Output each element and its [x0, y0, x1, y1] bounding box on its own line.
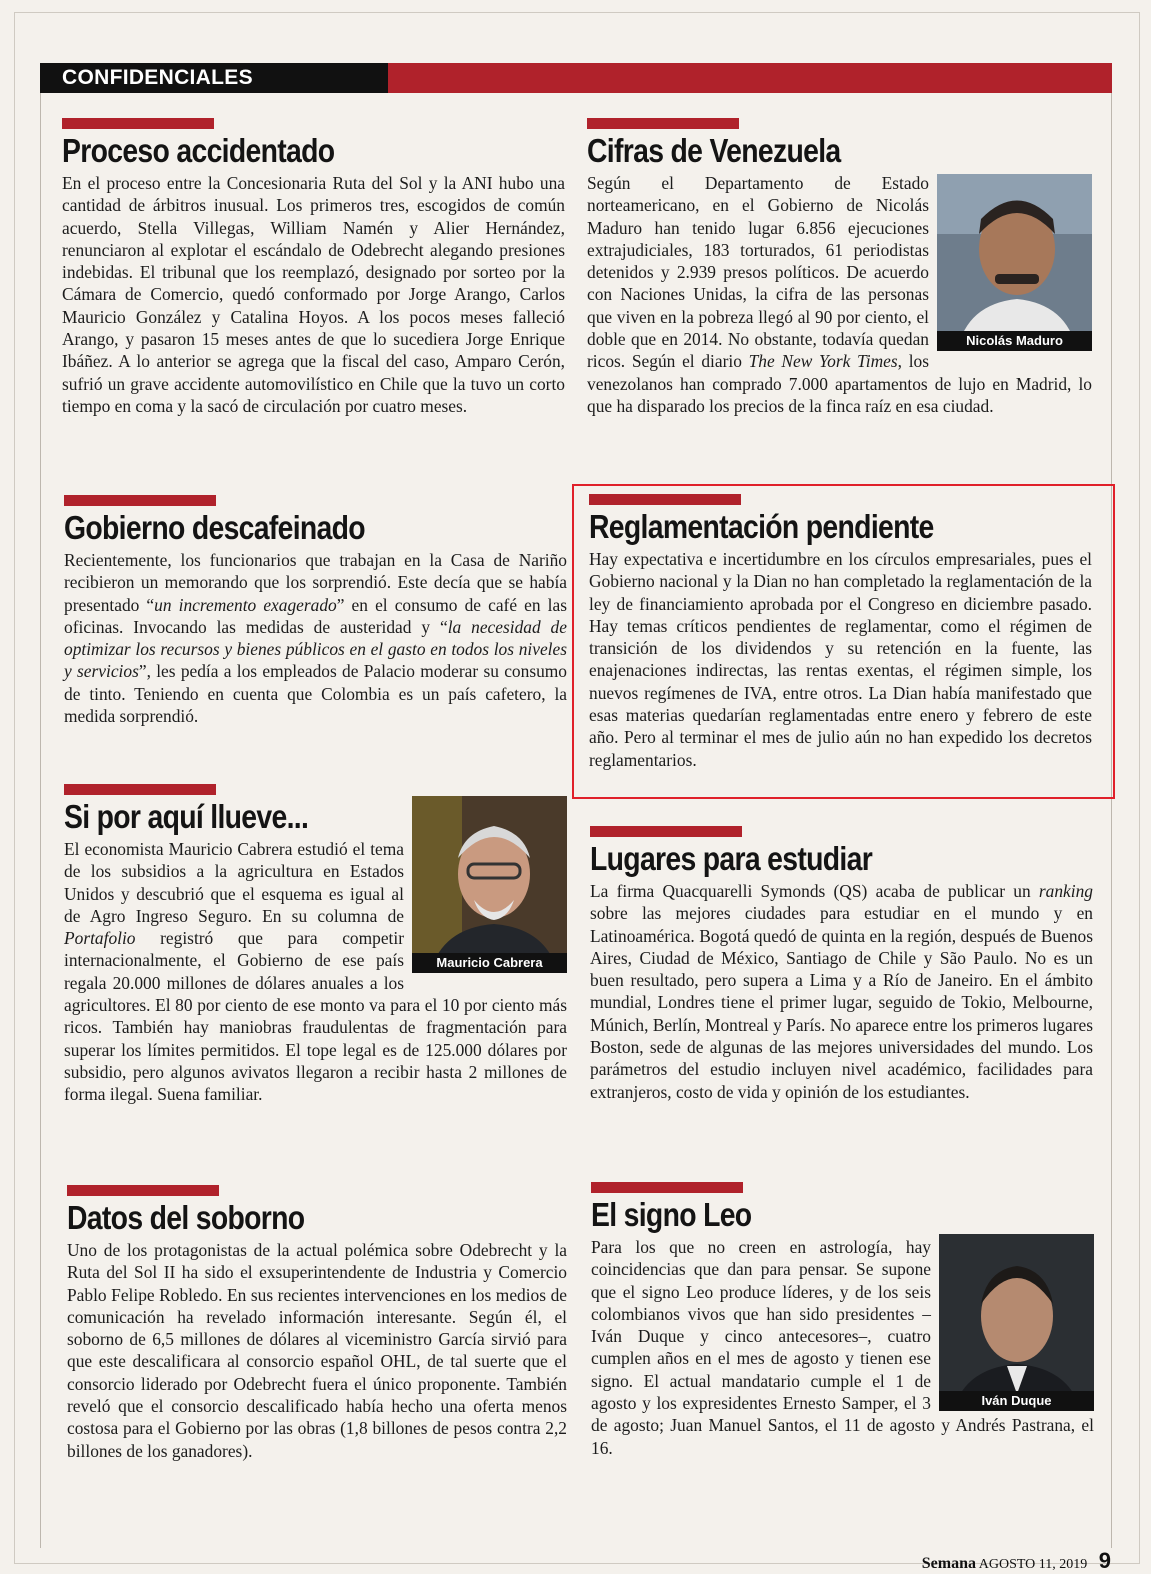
photo-caption: Nicolás Maduro [937, 331, 1092, 351]
article-leo [591, 1182, 1094, 1459]
article-proceso [62, 118, 565, 417]
issue-date: AGOSTO 11, 2019 [978, 1557, 1088, 1572]
article-body: La firma Quacquarelli Symonds (QS) acaba de publicar un ranking sobre las mejores ciudades para estudiar en el mundo y en Latinoamérica. Bogotá quedó de quinta en la región, después de Buenos Aires, Ciudad de México, Santiago de Chile y São Paulo. No es un buen resultado, pero supera a Lima y a Río de Janeiro. En el ámbito mundial, Londres tiene el primer lugar, seguido de Tokio, Melbourne, Múnich, Berlín, Montreal y París. No aparece entre los primeros lugares Boston, sede de algunas de las mejores universidades del mundo. Los parámetros del estudio incluyen nivel académico, facilidades para extranjeros, costo de vida y opinión de los estudiantes. [590, 881, 1093, 1102]
section-label: CONFIDENCIALES [40, 63, 388, 93]
article-llueve [64, 784, 567, 1106]
photo-nicolas-maduro [937, 174, 1092, 351]
portrait-icon [937, 174, 1092, 351]
article-bar [591, 1182, 743, 1193]
article-bar [587, 118, 739, 129]
article-body: Hay expectativa e incertidumbre en los círculos empresariales, pues el Gobierno nacional y la Dian no han completado la reglamentación de la ley de financiamiento aprobada por el Congreso en diciembre pasado. Hay temas críticos pendientes de reglamentar, como el régimen de transición de los dividendos y su retención en la fuente, las enajenaciones indirectas, las rentas exentas, el régimen simple, los nuevos regímenes de IVA, entre otros. La Dian había manifestado que esas materias quedarían reglamentadas entre enero y febrero de este año. Pero al terminar el mes de julio aún no han expedido los decretos reglamentarios. [589, 549, 1092, 770]
photo-caption: Iván Duque [939, 1391, 1094, 1411]
article-body: Recientemente, los funcionarios que trabajan en la Casa de Nariño recibieron un memorando que los sorprendió. Este decía que se había presentado “un incremento exagerado” en el consumo de café en las oficinas. Invocando las medidas de austeridad y “la necesidad de optimizar los recursos y bienes públicos en el gasto en todos los niveles y servicios”, les pedía a los empleados de Palacio moderar su consumo de tinto. Teniendo en cuenta que Colombia es un país cafetero, la medida sorprendió. [64, 550, 568, 727]
article-title: Cifras de Venezuela [587, 132, 841, 169]
article-bar [590, 826, 742, 837]
photo-mauricio-cabrera [412, 796, 567, 973]
article-title: Reglamentación pendiente [589, 508, 934, 545]
page-footer [922, 1548, 1111, 1574]
magazine-name: Semana [921, 1555, 976, 1572]
article-title: Gobierno descafeinado [64, 509, 365, 546]
article-body: Según el Departamento de Estado norteamericano, en el Gobierno de Nicolás Maduro han tenido lugar 6.856 ejecuciones extrajudiciales, 183 torturados, 61 periodistas detenidos y 2.939 presos políticos. De acuerdo con Naciones Unidas, la cifra de las personas que viven en la pobreza llegó al 90 por ciento, el doble que en 2014. No obstante, todavía quedan ricos. Según el diario The New York Times, los venezolanos han comprado 7.000 apartamentos de lujo en Madrid, lo que ha disparado los precios de la finca raíz en esa ciudad. [587, 173, 1092, 416]
article-title: El signo Leo [591, 1196, 752, 1233]
page-number: 9 [1098, 1548, 1111, 1573]
article-title: Proceso accidentado [62, 132, 335, 169]
article-bar [62, 118, 214, 129]
article-soborno [67, 1185, 567, 1462]
portrait-icon [412, 796, 567, 973]
portrait-icon [939, 1234, 1094, 1411]
article-gobierno [64, 495, 567, 727]
photo-caption: Mauricio Cabrera [412, 953, 567, 973]
article-lugares [590, 826, 1093, 1103]
photo-ivan-duque [939, 1234, 1094, 1411]
article-cifras [587, 118, 1092, 417]
article-bar [64, 784, 216, 795]
article-body: Uno de los protagonistas de la actual polémica sobre Odebrecht y la Ruta del Sol II ha sido el exsuperintendente de Industria y Comercio Pablo Felipe Robledo. En sus recientes intervenciones en los medios de comunicación ha revelado información interesante. Según él, el soborno de 6,5 millones de dólares al viceministro García sirvió para que este descalificara al consorcio español OHL, de tal suerte que el consorcio liderado por Odebrecht fuera el único proponente. También reveló que el consorcio descalificado había hecho una oferta menos costosa para el Gobierno por las obras (1,8 billones de pesos contra 2,2 billones de los ganadores). [67, 1240, 567, 1461]
article-bar [64, 495, 216, 506]
article-body: Para los que no creen en astrología, hay coincidencias que dan para pensar. Se supone que el signo Leo produce líderes, y de los seis colombianos vivos que han sido presidentes –Iván Duque y cinco antecesores–, cuatro cumplen años en el mes de agosto y tienen ese signo. El actual mandatario cumple el 1 de agosto y los expresidentes Ernesto Samper, el 3 de agosto; Juan Manuel Santos, el 11 de agosto y Andrés Pastrana, el 16. [591, 1237, 1094, 1458]
article-title: Lugares para estudiar [590, 840, 873, 877]
article-body: En el proceso entre la Concesionaria Ruta del Sol y la ANI hubo una cantidad de árbitros inusual. Los primeros tres, escogidos de común acuerdo, Stella Villegas, William Namén y Alier Hernández, renunciaron al explotar el escándalo de Odebrecht alegando presiones indebidas. El tribunal que los reemplazó, designado por sorteo por la Cámara de Comercio, quedó conformado por Jorge Arango, Carlos Mauricio González y Catalina Hoyos. A los pocos meses falleció Arango, y pasaron 15 meses antes de que lo sucediera Jorge Enrique Ibáñez. A lo anterior se agrega que la fiscal del caso, Amparo Cerón, sufrió un grave accidente automovilístico en Chile que la tuvo un corto tiempo en coma y la sacó de circulación por cuatro meses. [62, 173, 565, 416]
article-title: Si por aquí llueve... [64, 798, 309, 835]
article-reglamentacion [589, 494, 1092, 771]
article-title: Datos del soborno [67, 1199, 305, 1236]
article-bar [589, 494, 741, 505]
article-body: El economista Mauricio Cabrera estudió el tema de los subsidios a la agricultura en Estados Unidos y descubrió que el esquema es igual al de Agro Ingreso Seguro. En su columna de Portafolio registró que para competir internacionalmente, el Gobierno de ese país regala 20.000 millones de dólares anuales a los agricultores. El 80 por ciento de ese monto va para el 10 por ciento más ricos. También hay maniobras fraudulentas de fragmentación para superar los límites permitidos. El tope legal es de 125.000 dólares por subsidio, pero algunos avivatos llegaron a recibir hasta 2 millones de forma ilegal. Suena familiar. [64, 839, 567, 1105]
article-bar [67, 1185, 219, 1196]
